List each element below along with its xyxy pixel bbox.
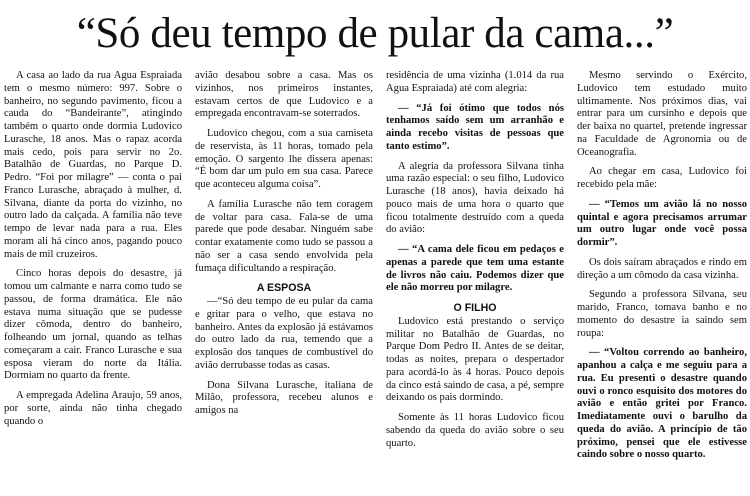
- paragraph: Os dois saíram abraçados e rindo em direção a um cômodo da casa vizinha.: [577, 256, 747, 281]
- article-column-4: [577, 70, 747, 494]
- quote-paragraph: — “A cama dele ficou em pedaços e apenas a parede que tem uma estante de livros não caiu. Podemos dizer que ele não morreu por milagre.: [386, 244, 564, 294]
- headline: “Só deu tempo de pular da cama...”: [76, 10, 674, 57]
- paragraph: Ao chegar em casa, Ludovico foi recebido pela mãe:: [577, 166, 747, 190]
- paragraph: Ludovico chegou, com a sua camiseta de reservista, às 11 horas, tomado pela emoção. O sargento lhe dissera apenas: “É bom dar um pulo em sua casa. Parece que aconteceu alguma coisa”.: [195, 128, 373, 190]
- paragraph: Somente às 11 horas Ludovico ficou sabendo da queda do avião sobre o seu quarto.: [386, 412, 564, 449]
- paragraph: A família Lurasche não tem coragem de voltar para casa. Fala-se de uma parede que pode desabar. Ninguém sabe contar exatamente como tudo se passou a não ser a casa sendo envolvida pela fumaça dificultando a respiração.: [195, 198, 373, 274]
- article-column-2: [195, 70, 373, 494]
- paragraph: A casa ao lado da rua Agua Espraiada tem o mesmo número: 997. Sobre o banheiro, no segundo pavimento, ficou a cauda do “Bandeirante”, atingindo também o quarto onde dormia Ludovico Lurasche, 18 anos. Mas o rapaz acorda mais cedo, pois para servir no 2o. Batalhão de Guardas, no Parque D. Pedro. “Foi por milagre” — conta o pai Franco Lurasche, abraçado à mulher, d. Silvana, diante da porta do vizinho, no outro lado da calçada. A família não teve tempo de levar nada para a rua. Eles moram ali há cinco anos, pagando pouco mais de mil cruzeiros.: [4, 70, 182, 260]
- paragraph: residência de uma vizinha (1.014 da rua Agua Espraiada) até com alegria:: [386, 70, 564, 94]
- paragraph: A empregada Adelina Araujo, 59 anos, por sorte, ainda não tinha chegado quando o: [4, 390, 182, 427]
- paragraph: —“Só deu tempo de eu pular da cama e gritar para o velho, que estava no banheiro. Antes da explosão já estávamos do outro lado da rua, temendo que a explosão dos tanques de combustível do avião derrubasse todas as casas.: [195, 296, 373, 371]
- article-column-1: [4, 70, 182, 494]
- quote-paragraph: — “Já foi ótimo que todos nós tenhamos saído sem um arranhão e ainda recebo visitas de pessoas que tanto estimo”.: [386, 102, 564, 152]
- paragraph: Dona Silvana Lurasche, italiana de Milão, professora, recebeu alunos e amigos na: [195, 379, 373, 416]
- quote-paragraph: — “Temos um avião lá no nosso quintal e agora precisamos arrumar um outro lugar onde você possa dormir”.: [577, 198, 747, 248]
- section-heading-esposa: A ESPOSA: [256, 282, 312, 295]
- paragraph: A alegria da professora Silvana tinha uma razão especial: o seu filho, Ludovico Lurasche (18 anos), havia deixado há pouco mais de uma hora o quarto que ficou totalmente destruído com a queda do avião:: [386, 160, 564, 236]
- paragraph: Cinco horas depois do desastre, já tomou um calmante e narra como tudo se passou, de forma dramática. Ele não estava numa situação que se pudesse dizer cômoda, dentro do banheiro, folheando um jornal, quando as telhas começaram a cair. Franco Lurasche e sua esposa vieram do norte da Itália. Dormiam no quarto da frente.: [4, 268, 182, 382]
- paragraph: avião desabou sobre a casa. Mas os vizinhos, nos primeiros instantes, estavam certos de que Ludovico e a empregada encontravam-se soterrados.: [195, 70, 373, 120]
- paragraph: Ludovico está prestando o serviço militar no Batalhão de Guardas, no Parque Dom Pedro II. Antes de se deitar, todas as noites, prepara o despertador para acordá-lo às 4 horas. Pouco depois da cinco está saindo de casa, a pé, sempre deixando os pais dormindo.: [386, 315, 564, 404]
- article-column-3: [386, 70, 564, 494]
- section-heading-filho: O FILHO: [453, 302, 497, 314]
- paragraph: Mesmo servindo o Exército, Ludovico tem estudado muito ultimamente. Nos próximos dias, vai entrar para um cursinho e depois que der baixa no quartel, pretende ingressar na Faculdade de Agronomia ou de Oceanografia.: [577, 70, 747, 158]
- paragraph: Segundo a professora Silvana, seu marido, Franco, tomava banho e no momento do desastre ia saindo sem roupa:: [577, 289, 747, 339]
- quote-paragraph: — “Voltou correndo ao banheiro, apanhou a calça e me seguiu para a rua. Eu presenti o desastre quando ouvi o ronco esquisito dos motores do avião e então gritei por Franco. Imediatamente ouvi o barulho da queda do avião. A princípio de tão próximo, pensei que ele estivesse caindo sobre o nosso quarto.: [577, 347, 747, 461]
